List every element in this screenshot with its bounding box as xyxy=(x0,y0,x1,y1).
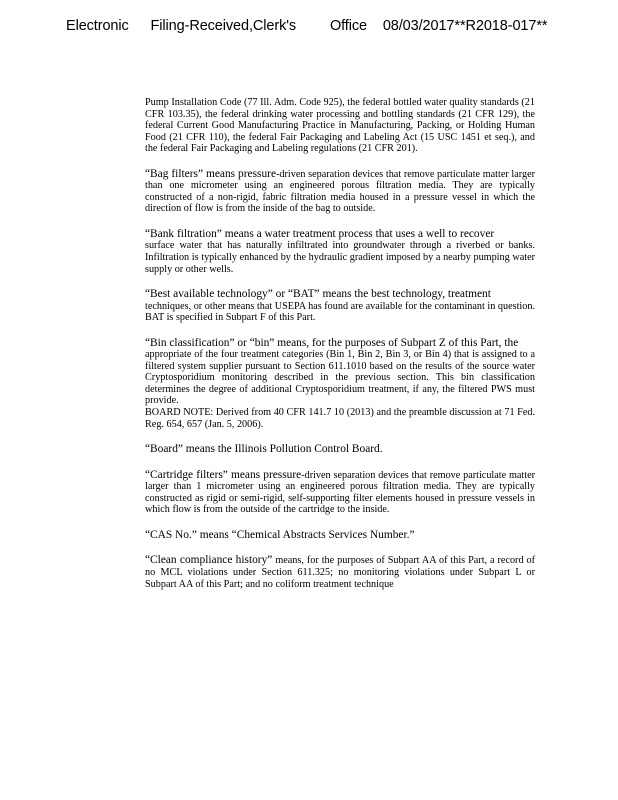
paragraph-text: techniques, or other means that USEPA has found are available for the contaminant in question. BAT is specified in Subpart F of this Part. xyxy=(145,300,535,324)
paragraph-text: Pump Installation Code (77 Ill. Adm. Code 925), the federal bottled water quality standards (21 CFR 103.35), the federal drinking water processing and bottling standards (21 CFR 129), the federal Current Good Manufacturing Practice in Manufacturing, Packing, or Holding Human Food (21 CFR 110), the federal Fair Packaging and Labeling Act (15 USC 1451 et seq.), and the federal Fair Packaging and Labeling regulations (21 CFR 201). xyxy=(145,97,535,155)
paragraph-text: appropriate of the four treatment categories (Bin 1, Bin 2, Bin 3, or Bin 4) that is assigned to a filtered system supplier pursuant to Section 611.1010 based on the results of the source water Cryptosporidium monitoring described in the previous section. This bin classification determines the degree of additional Cryptosporidium treatment, if any, the filtered PWS must provide. xyxy=(145,349,535,407)
term-lead: “Bin classification” or “bin” means, for the purposes of Subpart Z of this Part, the xyxy=(145,336,519,349)
paragraph-text: means, for the purposes of Subpart AA of this Part, a record of no MCL violations under Section 611.325; no monitoring violations under Subpart L or Subpart AA of this Part; and no coliform treatment technique xyxy=(145,555,535,590)
term-lead: “Bag filters” means pressure xyxy=(145,167,277,180)
term-lead: “Cartridge filters” means pressure xyxy=(145,468,302,481)
paragraph-text: -driven separation devices that remove particulate matter larger than one micrometer using an engineered porous filtration media. They are typically constructed of a non-rigid, fabric filtration media housed in a pressure vessel in which the direction of flow is from the inside of the bag to outside. xyxy=(145,168,535,215)
paragraph-bin-classification xyxy=(145,338,535,430)
document-body xyxy=(145,97,535,604)
term-lead: “CAS No.” means “Chemical Abstracts Services Number.” xyxy=(145,528,415,541)
paragraph-cartridge-filters xyxy=(145,470,535,516)
term-lead: “Board” means the Illinois Pollution Control Board. xyxy=(145,443,383,456)
paragraph-clean-compliance-history xyxy=(145,555,535,590)
header-electronic: Electronic xyxy=(66,18,129,34)
header-date-docket: 08/03/2017**R2018-017** xyxy=(382,18,548,34)
paragraph-bag-filters xyxy=(145,169,535,215)
filing-stamp-header xyxy=(66,18,606,34)
paragraph-board xyxy=(145,444,535,456)
term-lead: “Bank filtration” means a water treatment process that uses a well to recover xyxy=(145,227,495,240)
paragraph-bank-filtration xyxy=(145,229,535,275)
term-lead: “Clean compliance history” xyxy=(145,554,273,567)
paragraph-best-available-technology xyxy=(145,289,535,324)
term-lead: “Best available technology” or “BAT” means the best technology, treatment xyxy=(145,288,491,301)
header-office: Office xyxy=(329,18,367,34)
board-note: BOARD NOTE: Derived from 40 CFR 141.7 10 (2013) and the preamble discussion at 71 Fed. Reg. 654, 657 (Jan. 5, 2006). xyxy=(145,407,535,430)
paragraph-pump-installation xyxy=(145,97,535,155)
paragraph-cas-no xyxy=(145,530,535,542)
paragraph-text: surface water that has naturally infiltrated into groundwater through a riverbed or banks. Infiltration is typically enhanced by the hydraulic gradient imposed by a nearby pumping water supply or other wells. xyxy=(145,240,535,275)
paragraph-text: -driven separation devices that remove particulate matter larger than 1 micrometer using an engineered porous filtration media. They are typically constructed as rigid or semi-rigid, self-supporting filter elements housed in pressure vessels in which flow is from the outside of the cartridge to the inside. xyxy=(145,469,535,516)
header-filing-received: Filing-Received,Clerk's xyxy=(150,18,297,34)
